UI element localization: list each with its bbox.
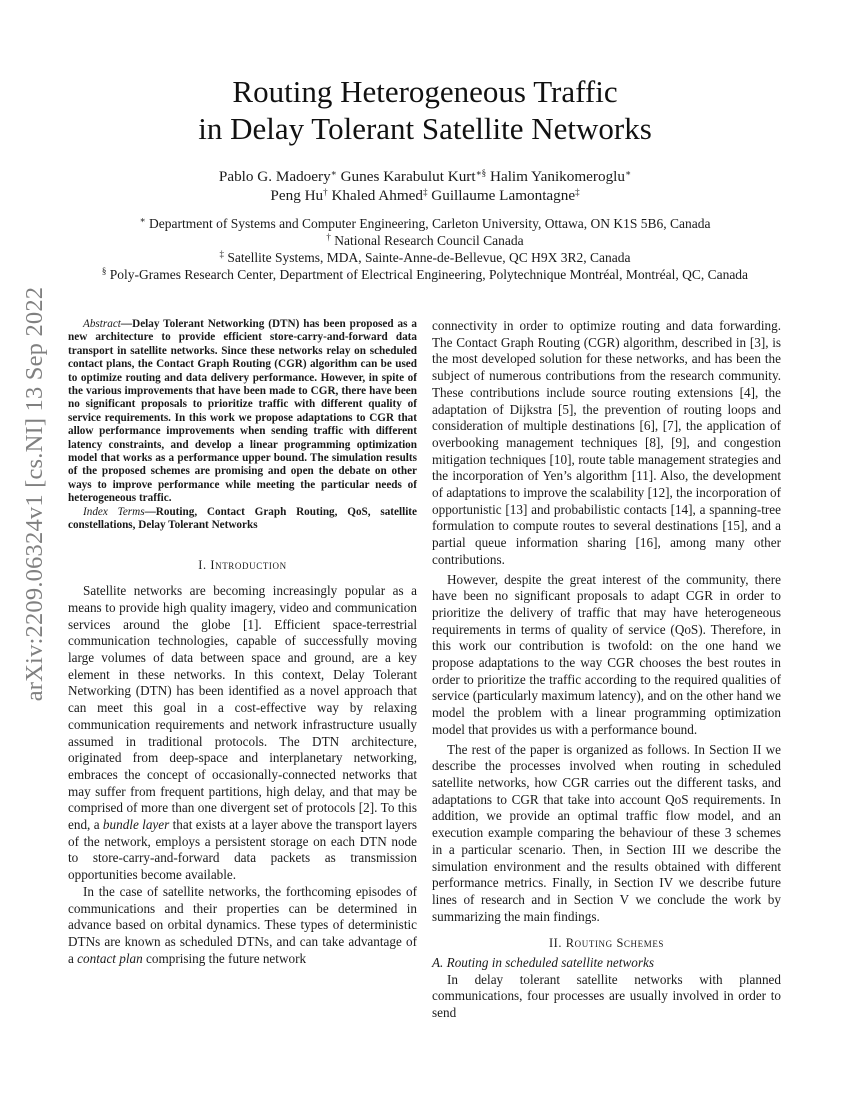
author-list bbox=[0, 167, 850, 205]
paragraph: connectivity in order to optimize routing and data forwarding. The Contact Graph Routing (CGR) algorithm, described in [3], is the most developed solution for these networks, and has been the subject of numerous contributions from the research community. These contributions include source routing extensions [4], the adaptation of Dijkstra [5], the prevention of routing loops and consideration of multiple destinations [6], [7], the application of overbooking management techniques [8], [9], and congestion mitigation techniques [10], route table management strategies and the incorporation of Yen’s algorithm [11]. Also, the development of adaptations to improve the scalability [12], the incorporation of opportunistic [13] and probabilistic contacts [14], a spanning-tree formulation to compute routes to several destinations [15], and a partial queue information sharing [16], among many other contributions. bbox=[432, 318, 781, 567]
affiliation-list bbox=[0, 215, 850, 283]
author-mark: ‡ bbox=[422, 187, 428, 197]
index-terms-text: —Routing, Contact Graph Routing, QoS, satellite constellations, Delay Tolerant Networks bbox=[68, 505, 418, 532]
section-heading-introduction: I. Introduction bbox=[198, 557, 287, 572]
paragraph-text: that exists at a layer above the transport layers of the network, employs a persistent storage on each DTN node to store-carry-and-forward data packets as transmission opportunities become available. bbox=[68, 817, 417, 883]
paragraph: The rest of the paper is organized as follows. In Section II we describe the processes involved when routing in scheduled satellite networks, how CGR carries out the different tasks, and adaptations to CGR that take into account QoS requirements. In addition, we provide an optimal traffic flow model, and an execution example comparing the behaviour of these 3 schemes in a particular scenario. Then, in Section III we describe the simulation environment and the results obtained with different performance metrics. Finally, in Section IV we describe future lines of research and in Section V we conclude the work by summarizing the main findings. bbox=[432, 741, 781, 924]
left-column bbox=[68, 318, 417, 967]
section-heading-routing-schemes: II. Routing Schemes bbox=[548, 936, 665, 951]
index-terms bbox=[68, 506, 417, 533]
paragraph: In delay tolerant satellite networks with planned communications, four processes are usually involved in order to send bbox=[432, 971, 781, 1021]
affiliation-text: Department of Systems and Computer Engineering, Carleton University, Ottawa, ON K1S 5B6, Canada bbox=[148, 216, 711, 231]
author-name: Pablo G. Madoery bbox=[218, 168, 331, 185]
author-mark: ∗§ bbox=[475, 168, 487, 178]
paragraph: However, despite the great interest of the community, there have been no significant proposals to adapt CGR in order to prioritize the delivery of traffic that may have heterogeneous requirements in terms of quality of service (QoS). Therefore, in this work our contribution is twofold: on the one hand we propose adaptations to the way CGR chooses the best routes in order to prioritize the traffic according to the required qualities of service (particularly maximum latency), and on the other hand we model the problem with a linear programming optimization model that provides us with a performance bound. bbox=[432, 571, 781, 737]
affiliation-mark: § bbox=[101, 266, 107, 276]
author-line-2 bbox=[0, 186, 850, 205]
emphasis-term: contact plan bbox=[77, 950, 143, 966]
affiliation bbox=[0, 249, 850, 266]
affiliation-text: Satellite Systems, MDA, Sainte-Anne-de-Bellevue, QC H9X 3R2, Canada bbox=[227, 250, 631, 265]
author-mark: ‡ bbox=[575, 187, 580, 197]
author-name: Peng Hu bbox=[270, 187, 324, 204]
affiliation bbox=[0, 232, 850, 249]
affiliation-mark: ∗ bbox=[139, 215, 146, 225]
author-name: Gunes Karabulut Kurt bbox=[340, 168, 476, 185]
abstract-label: Abstract bbox=[83, 318, 121, 330]
title-line-2: in Delay Tolerant Satellite Networks bbox=[198, 111, 652, 146]
author-mark: ∗ bbox=[624, 168, 632, 178]
title-line-1: Routing Heterogeneous Traffic bbox=[232, 74, 618, 109]
paper-title bbox=[0, 73, 850, 147]
index-terms-label: Index Terms bbox=[83, 505, 145, 518]
paragraph-text: In the case of satellite networks, the forthcoming episodes of communications and their properties can be determined in advance based on orbital dynamics. These types of deterministic DTNs are known as scheduled DTNs, and can take advantage of a bbox=[68, 883, 417, 966]
paragraph-text: comprising the future network bbox=[142, 950, 307, 966]
paragraph bbox=[68, 884, 417, 968]
affiliation-text: National Research Council Canada bbox=[334, 233, 524, 248]
arxiv-identifier[interactable]: arXiv:2209.06324v1 [cs.NI] 13 Sep 2022 bbox=[21, 286, 48, 702]
author-name: Halim Yanikomeroglu bbox=[489, 168, 625, 185]
abstract bbox=[68, 318, 417, 506]
affiliation-mark: † bbox=[326, 232, 331, 242]
right-column bbox=[432, 318, 781, 1022]
emphasis-term: bundle layer bbox=[102, 817, 170, 833]
author-name: Khaled Ahmed bbox=[331, 187, 423, 204]
abstract-text: —Delay Tolerant Networking (DTN) has been proposed as a new architecture to provide efficient store-carry-and-forward data transport in satellite networks. Since these networks relay on scheduled contact plans, the Contact Graph Routing (CGR) algorithm can be used to optimize routing and data delivery performance. However, in spite of the various improvements that have been made to CGR, there have been no significant proposals to prioritize traffic with different quality of service requirements. In this work we propose adaptations to CGR that allow performance improvements when sending traffic with different latency constraints, and develop a linear programming optimization model that works as a performance upper bound. The simulation results of the proposed schemes are promising and open the debate on other ways to improve performance while meeting the particular needs of heterogeneous traffic. bbox=[68, 318, 417, 505]
author-line-1 bbox=[0, 167, 850, 186]
affiliation bbox=[0, 215, 850, 232]
author-mark: † bbox=[323, 187, 328, 197]
affiliation-mark: ‡ bbox=[219, 249, 225, 259]
paragraph-text: Satellite networks are becoming increasingly popular as a means to provide high quality imagery, video and communication services around the globe [1]. Efficient space-terrestrial communication technologies, capable of successfully moving large volumes of data between space and ground, are a key element in these networks. In this context, Delay Tolerant Networking (DTN) has been identified as a novel approach that can meet this goal in a cost-effective way by relaxing communication requirements and network infrastructure usually assumed in traditional protocols. The DTN architecture, originated from deep-space and interplanetary networking, embraces the concept of occasionally-connected networks that may suffer from frequent partitions, high delay, and that may be comprised of more than one divergent set of protocols [2]. To this end, a bbox=[68, 583, 417, 833]
affiliation bbox=[0, 266, 850, 283]
subsection-heading: A. Routing in scheduled satellite networks bbox=[432, 955, 654, 971]
arxiv-identifier-sidebar bbox=[10, 286, 60, 702]
paragraph bbox=[68, 583, 417, 884]
author-mark: ∗ bbox=[330, 168, 337, 178]
affiliation-text: Poly-Grames Research Center, Department of Electrical Engineering, Polytechnique Montréal, Montréal, QC, Canada bbox=[109, 267, 749, 282]
author-name: Guillaume Lamontagne bbox=[431, 187, 576, 204]
